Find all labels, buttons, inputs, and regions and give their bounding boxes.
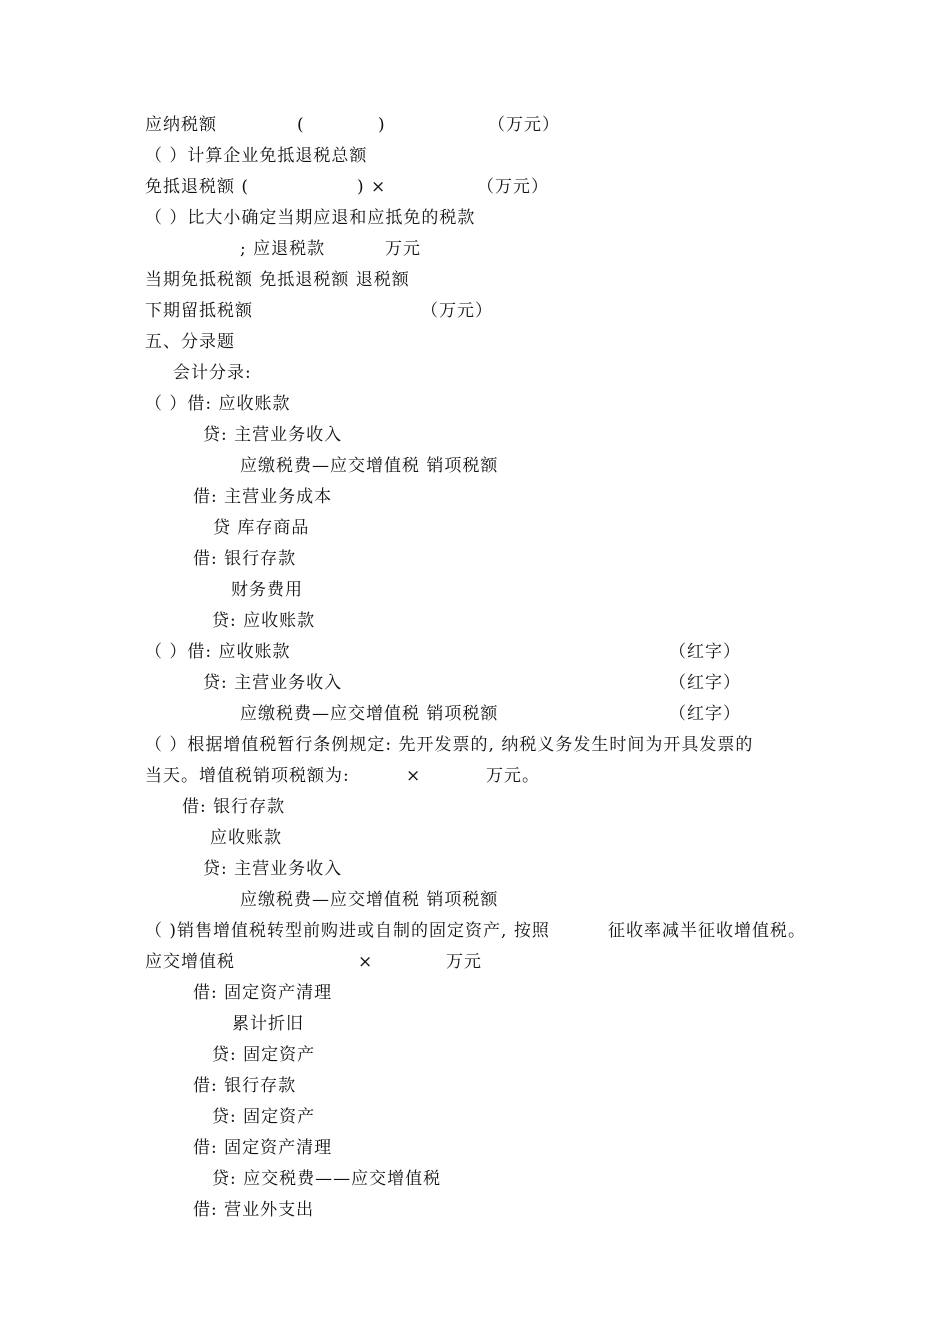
line-text: ) × <box>357 177 387 197</box>
line-text: （红字） <box>669 642 741 662</box>
line-text: 会计分录: <box>173 363 252 383</box>
line-text: 贷: 应交税费——应交增值税 <box>212 1169 442 1189</box>
line-text: （ ）借: 应收账款 <box>145 394 291 414</box>
line-text: 当天。增值税销项税额为: <box>145 766 350 786</box>
line-text: 贷: 主营业务收入 <box>203 673 343 693</box>
line-text: 借: 营业外支出 <box>193 1200 315 1220</box>
line-text: ; 应退税款 <box>240 239 326 259</box>
line-text: （红字） <box>669 704 741 724</box>
line-text: （ ）根据增值税暂行条例规定: 先开发票的, 纳税义务发生时间为开具发票的 <box>145 735 754 755</box>
line-text: 免抵退税额 ( <box>145 177 250 197</box>
line-text: （万元） <box>488 115 560 135</box>
line-text: 万元 <box>385 239 421 259</box>
line-text: ( <box>297 115 305 135</box>
line-text: 借: 固定资产清理 <box>193 983 333 1003</box>
line-text: 应缴税费—应交增值税 销项税额 <box>240 890 499 910</box>
line-text: 贷: 主营业务收入 <box>203 859 343 879</box>
line-text: 万元 <box>446 952 482 972</box>
line-text: 贷: 固定资产 <box>212 1107 316 1127</box>
line-text: （ ）比大小确定当期应退和应抵免的税款 <box>145 208 476 228</box>
line-text: 五、分录题 <box>145 332 235 352</box>
line-text: （ ）计算企业免抵退税总额 <box>145 146 368 166</box>
line-text: 贷: 主营业务收入 <box>203 425 343 445</box>
line-text: 累计折旧 <box>232 1014 304 1034</box>
line-text: 贷 库存商品 <box>213 518 310 538</box>
line-text: 万元。 <box>486 766 540 786</box>
line-text: 财务费用 <box>231 580 303 600</box>
line-text: 应纳税额 <box>145 115 217 135</box>
line-text: 应缴税费—应交增值税 销项税额 <box>240 704 499 724</box>
line-text: （ ）借: 应收账款 <box>145 642 291 662</box>
line-text: （ )销售增值税转型前购进或自制的固定资产, 按照 <box>145 921 550 941</box>
line-text: 应交增值税 <box>145 952 235 972</box>
line-text: （万元） <box>421 301 493 321</box>
line-text: 贷: 应收账款 <box>212 611 316 631</box>
line-text: （红字） <box>669 673 741 693</box>
line-text: 应收账款 <box>210 828 282 848</box>
line-text: 借: 主营业务成本 <box>193 487 333 507</box>
line-text: × <box>358 952 374 972</box>
line-text: 借: 固定资产清理 <box>193 1138 333 1158</box>
line-text: 贷: 固定资产 <box>212 1045 316 1065</box>
line-text: 借: 银行存款 <box>193 1076 297 1096</box>
line-text: （万元） <box>477 177 549 197</box>
line-text: 借: 银行存款 <box>182 797 286 817</box>
line-text: 借: 银行存款 <box>193 549 297 569</box>
line-text: 当期免抵税额 免抵退税额 退税额 <box>145 270 410 290</box>
line-text: 应缴税费—应交增值税 销项税额 <box>240 456 499 476</box>
line-text: 下期留抵税额 <box>145 301 253 321</box>
line-text: × <box>406 766 422 786</box>
line-text: ) <box>378 115 386 135</box>
line-text: 征收率减半征收增值税。 <box>608 921 806 941</box>
